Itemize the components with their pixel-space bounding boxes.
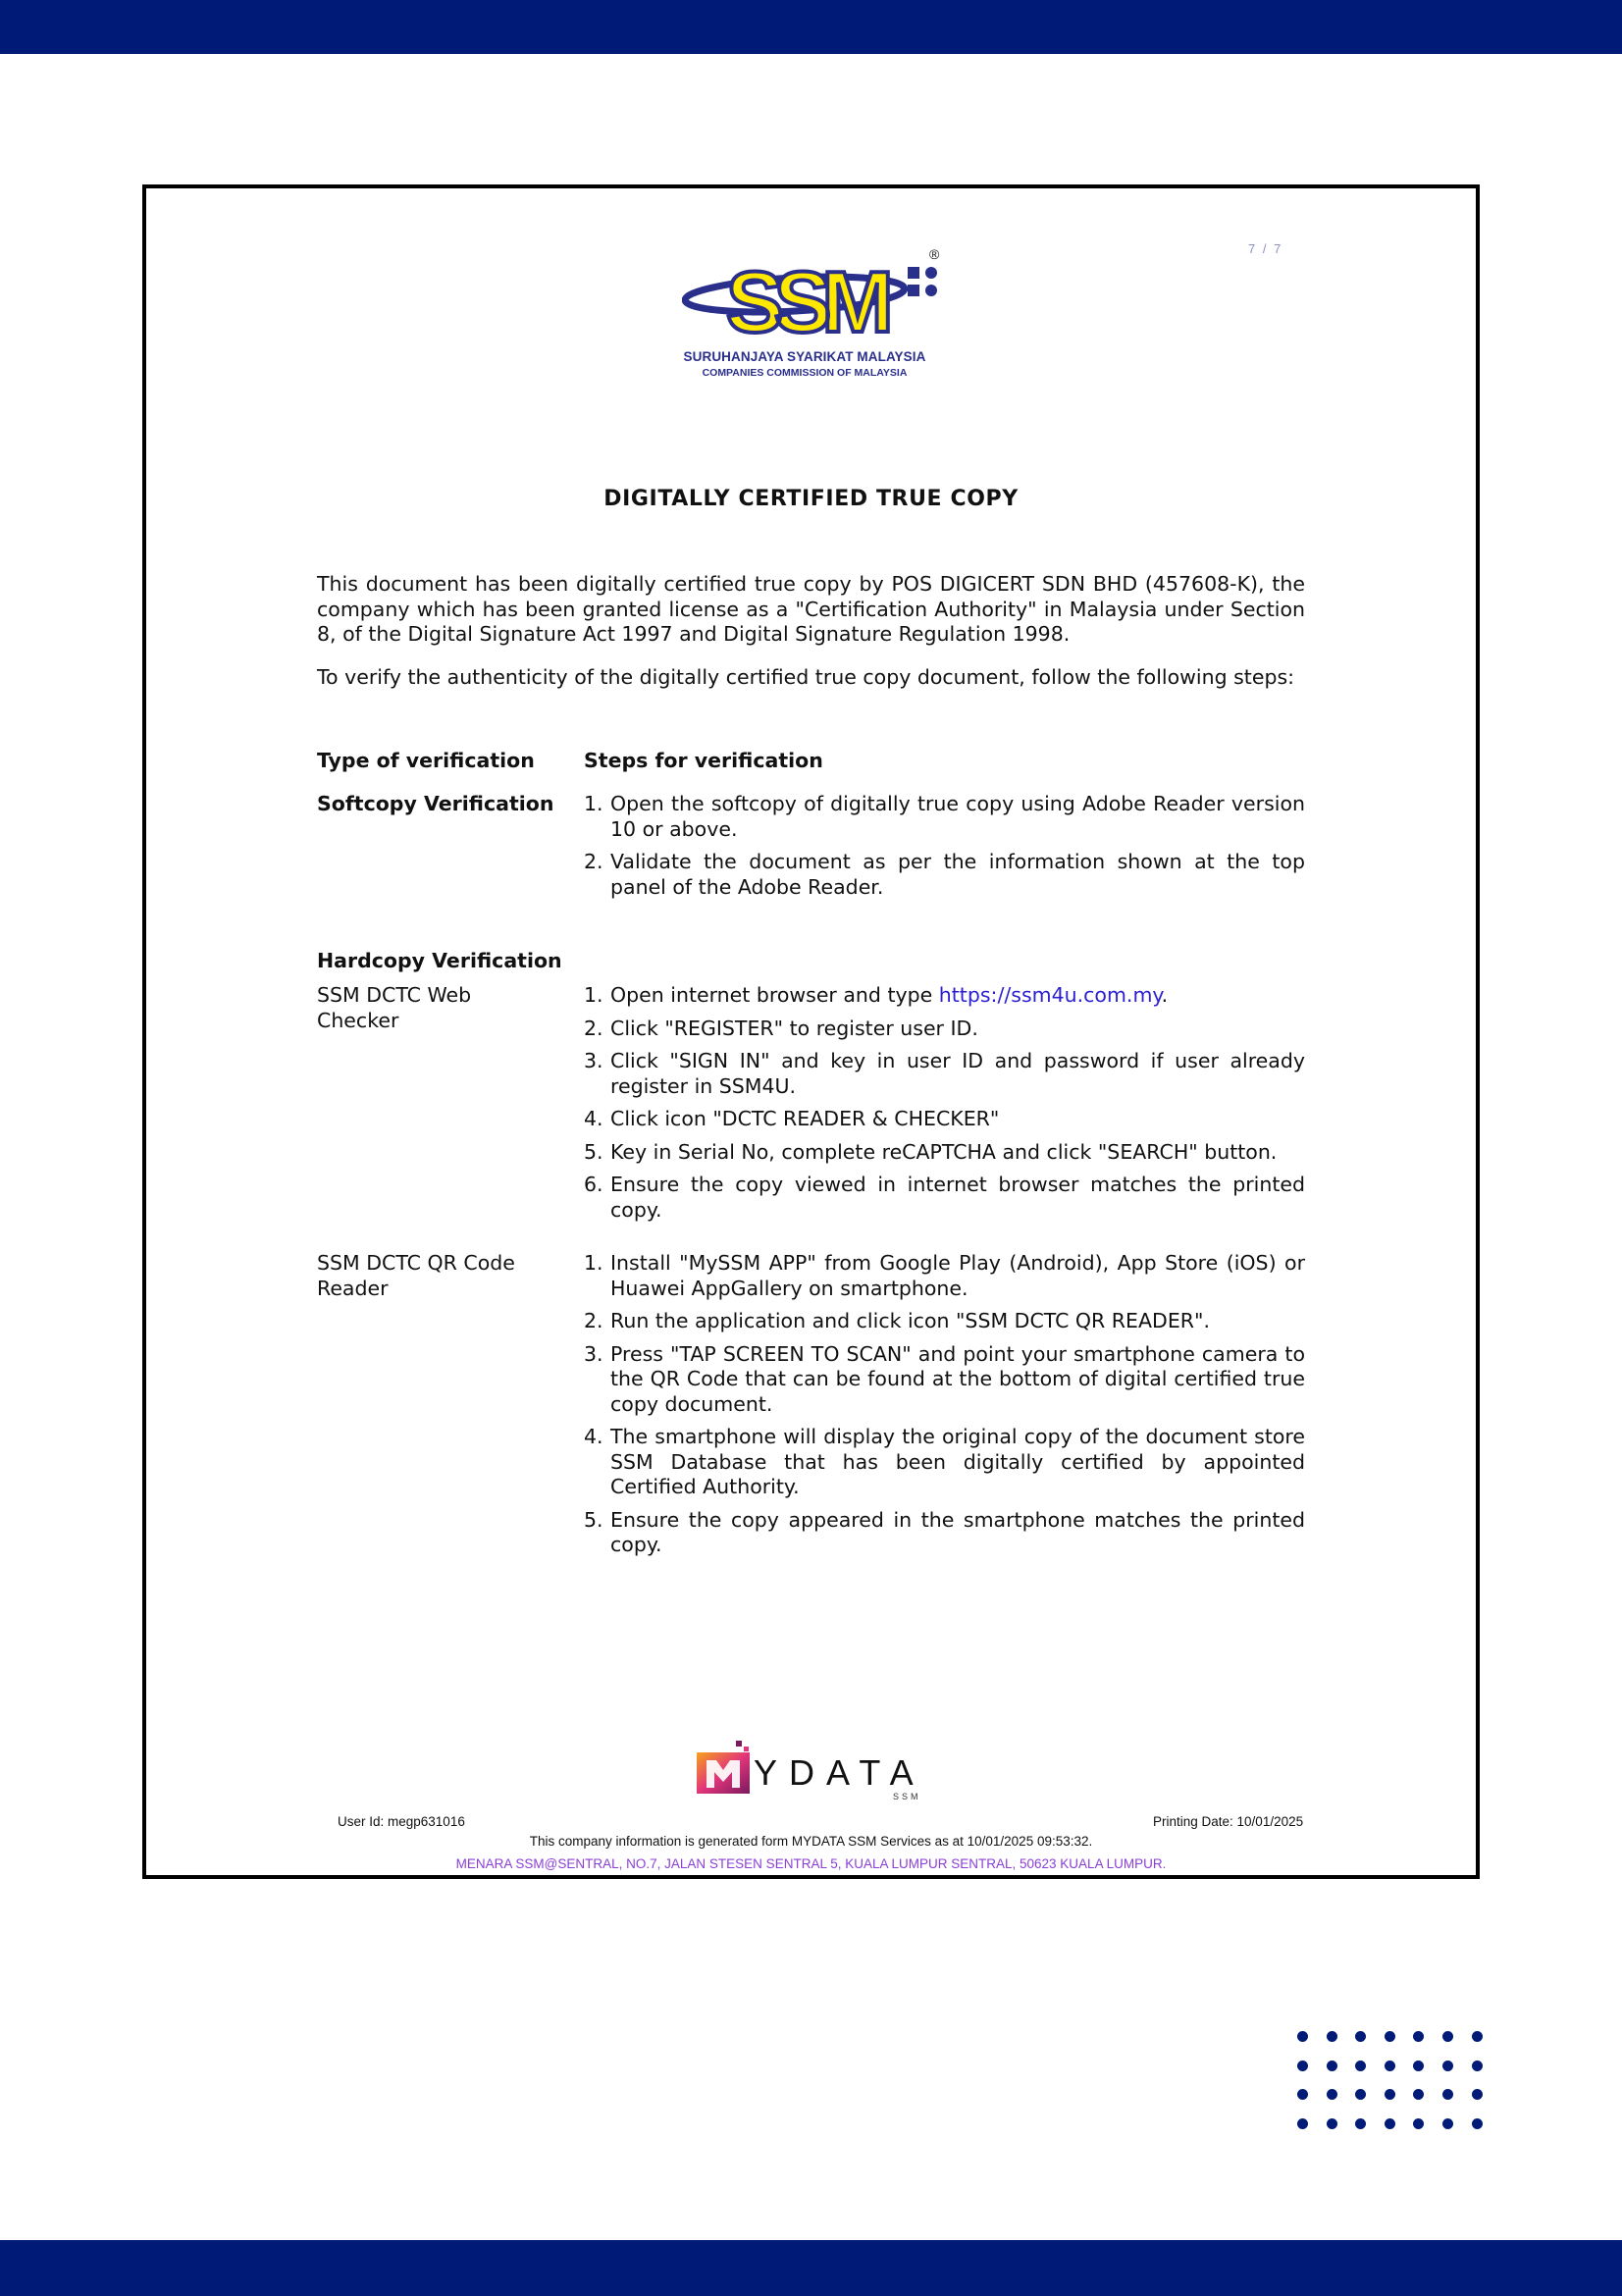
softcopy-step: 1. Open the softcopy of digitally true copy using Adobe Reader version 10 or above. <box>584 792 1305 841</box>
ssm-logo-icon <box>682 245 947 348</box>
decorative-dot <box>1327 2061 1337 2071</box>
decorative-dot <box>1413 2118 1424 2129</box>
decorative-dot <box>1355 2118 1366 2129</box>
web-checker-steps <box>584 983 1305 1230</box>
decorative-dot <box>1327 2089 1337 2100</box>
decorative-dot <box>1297 2061 1308 2071</box>
qr-reader-step: 1. Install "MySSM APP" from Google Play (Android), App Store (iOS) or Huawei AppGallery on smartphone. <box>584 1251 1305 1300</box>
qr-reader-steps <box>584 1251 1305 1566</box>
decorative-dot <box>1442 2061 1453 2071</box>
user-id: User Id: megp631016 <box>338 1814 465 1829</box>
hardcopy-verification-label: Hardcopy Verification <box>317 949 562 972</box>
softcopy-step: 2. Validate the document as per the information shown at the top panel of the Adobe Reader. <box>584 850 1305 899</box>
generated-note: This company information is generated form MYDATA SSM Services as at 10/01/2025 09:53:32. <box>529 1834 1093 1849</box>
decorative-dot <box>1297 2089 1308 2100</box>
web-checker-step: 5. Key in Serial No, complete reCAPTCHA and click "SEARCH" button. <box>584 1139 1278 1164</box>
decorative-dot <box>1355 2089 1366 2100</box>
decorative-dot <box>1385 2118 1395 2129</box>
mydata-m-mark-icon <box>695 1739 754 1798</box>
web-checker-step: 1. Open internet browser and type https://ssm4u.com.my. <box>584 983 1169 1007</box>
web-checker-step: 2. Click "REGISTER" to register user ID. <box>584 1016 978 1040</box>
svg-text:SSM: SSM <box>726 253 884 348</box>
decorative-dot <box>1413 2031 1424 2042</box>
web-checker-step: 4. Click icon "DCTC READER & CHECKER" <box>584 1107 1000 1130</box>
decorative-dot <box>1472 2061 1483 2071</box>
decorative-dot <box>1442 2031 1453 2042</box>
ssm-address: MENARA SSM@SENTRAL, NO.7, JALAN STESEN SENTRAL 5, KUALA LUMPUR SENTRAL, 50623 KUALA LUMPUR. <box>455 1856 1167 1871</box>
decorative-dot <box>1442 2089 1453 2100</box>
decorative-dot <box>1297 2118 1308 2129</box>
decorative-dot <box>1385 2061 1395 2071</box>
ssm-tagline-en: COMPANIES COMMISSION OF MALAYSIA <box>702 367 908 379</box>
mydata-ssm-logo <box>695 1737 930 1805</box>
page-indicator: 7 / 7 <box>1248 241 1283 256</box>
header-type-of-verification: Type of verification <box>317 749 535 772</box>
qr-reader-step: 4. The smartphone will display the original copy of the document store SSM Database that has been digitally certified by appointed Certified Authority. <box>584 1425 1305 1498</box>
printing-date: Printing Date: 10/01/2025 <box>1153 1814 1304 1829</box>
decorative-dot <box>1385 2089 1395 2100</box>
decorative-dot <box>1413 2061 1424 2071</box>
document-title: DIGITALLY CERTIFIED TRUE COPY <box>603 487 1019 511</box>
qr-reader-step: 5. Ensure the copy appeared in the smartphone matches the printed copy. <box>584 1507 1305 1556</box>
mydata-sub: SSM <box>893 1792 921 1801</box>
qr-reader-label: SSM DCTC QR Code Reader <box>317 1251 515 1300</box>
qr-reader-step: 2. Run the application and click icon "SSM DCTC QR READER". <box>584 1309 1210 1332</box>
ssm4u-link[interactable]: https://ssm4u.com.my <box>938 983 1162 1007</box>
decorative-dot <box>1413 2089 1424 2100</box>
intro-paragraph-2: To verify the authenticity of the digitally certified true copy document, follow the following steps: <box>317 665 1295 689</box>
qr-reader-step: 3. Press "TAP SCREEN TO SCAN" and point your smartphone camera to the QR Code that can be found at the bottom of digital certified true copy document. <box>584 1341 1305 1416</box>
header-steps-for-verification: Steps for verification <box>584 749 823 772</box>
decorative-dot <box>1472 2031 1483 2042</box>
decorative-dot <box>1355 2031 1366 2042</box>
decorative-dot <box>1472 2089 1483 2100</box>
top-banner-band <box>0 0 1622 54</box>
decorative-dot <box>1472 2118 1483 2129</box>
web-checker-label: SSM DCTC Web Checker <box>317 983 472 1032</box>
registered-mark: ® <box>929 246 940 262</box>
decorative-dot <box>1355 2061 1366 2071</box>
web-checker-step: 6. Ensure the copy viewed in internet browser matches the printed copy. <box>584 1173 1305 1222</box>
softcopy-steps <box>584 792 1305 908</box>
mydata-wordmark: YDATA <box>754 1752 925 1793</box>
softcopy-verification-label: Softcopy Verification <box>317 792 554 815</box>
decorative-dot <box>1327 2031 1337 2042</box>
ssm-tagline-ms: SURUHANJAYA SYARIKAT MALAYSIA <box>683 349 926 364</box>
ssm-logo <box>682 245 947 388</box>
intro-paragraph-1: This document has been digitally certified true copy by POS DIGICERT SDN BHD (457608-K), the company which has been granted license as a "Certification Authority" in Malaysia under Section 8, of the Digital Signature Act 1997 and Digital Signature Regulation 1998. <box>317 572 1305 646</box>
decorative-dot <box>1442 2118 1453 2129</box>
decorative-dot <box>1297 2031 1308 2042</box>
web-checker-step: 3. Click "SIGN IN" and key in user ID and password if user already register in SSM4U. <box>584 1049 1305 1098</box>
decorative-dot <box>1327 2118 1337 2129</box>
bottom-banner-band <box>0 2240 1622 2296</box>
decorative-dot <box>1385 2031 1395 2042</box>
